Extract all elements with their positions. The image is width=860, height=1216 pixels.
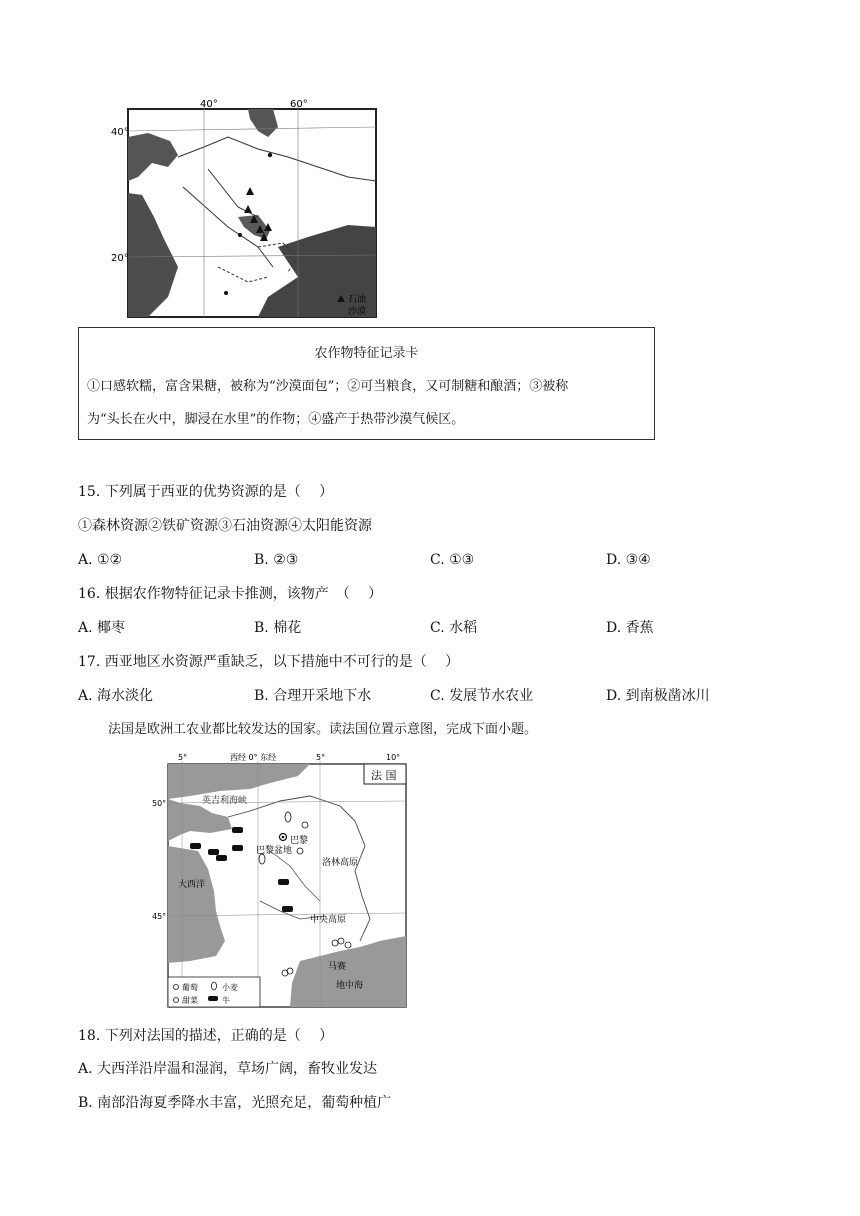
- lon-60-label: 60°: [290, 99, 308, 110]
- q17-option-a[interactable]: A. 海水淡化: [78, 688, 154, 704]
- q18-option-b[interactable]: B. 南部沿海夏季降水丰富，光照充足，葡萄种植广: [78, 1095, 392, 1111]
- france-title: 法 国: [371, 769, 397, 782]
- legend-beet: 甜菜: [182, 996, 198, 1005]
- q16-option-d[interactable]: D. 香蕉: [606, 620, 654, 636]
- lat-50-label: 50°: [152, 799, 167, 808]
- basin-label: 巴黎盆地: [256, 846, 293, 856]
- top-10-label: 10°: [386, 753, 401, 762]
- card-line-1: ①口感软糯，富含果糖，被称为“沙漠面包”；②可当粮食，又可制糖和酿酒；③被称: [87, 379, 569, 394]
- card-title: 农作物特征记录卡: [314, 346, 419, 361]
- q15-stem: 15. 下列属于西亚的优势资源的是（ ）: [78, 484, 334, 500]
- lat-40-label: 40°: [111, 127, 129, 138]
- q17-option-d[interactable]: D. 到南极凿冰川: [606, 688, 710, 704]
- q15-option-c[interactable]: C. ①③: [430, 552, 475, 568]
- legend-grape: 葡萄: [182, 983, 198, 992]
- q18-option-a[interactable]: A. 大西洋沿岸温和湿润，草场广阔，畜牧业发达: [78, 1061, 378, 1077]
- west-asia-map: [108, 97, 383, 322]
- q16-option-c[interactable]: C. 水稻: [430, 620, 478, 636]
- q16-option-a[interactable]: A. 椰枣: [78, 620, 126, 636]
- q16-option-b[interactable]: B. 棉花: [254, 620, 302, 636]
- lat-45-label: 45°: [152, 912, 167, 921]
- top-center-label: 西经 0° 东经: [230, 753, 277, 762]
- q15-option-b[interactable]: B. ②③: [254, 552, 299, 568]
- q16-stem: 16. 根据农作物特征记录卡推测，该物产 （ ）: [78, 586, 383, 602]
- q18-stem: 18. 下列对法国的描述，正确的是（ ）: [78, 1028, 334, 1044]
- central-label: 中央高原: [310, 915, 347, 925]
- q15-option-d[interactable]: D. ③④: [606, 552, 651, 568]
- q17-option-c[interactable]: C. 发展节水农业: [430, 688, 534, 704]
- q15-option-a[interactable]: A. ①②: [78, 552, 123, 568]
- lorraine-label: 洛林高原: [322, 858, 359, 868]
- q15-sub: ①森林资源②铁矿资源③石油资源④太阳能资源: [78, 518, 372, 534]
- atlantic-label: 大西洋: [178, 880, 206, 890]
- france-intro: 法国是欧洲工农业都比较发达的国家。读法国位置示意图，完成下面小题。: [108, 722, 538, 737]
- q17-option-b[interactable]: B. 合理开采地下水: [254, 688, 372, 704]
- channel-label: 英吉利海峡: [202, 796, 248, 806]
- legend-oil: 石油: [348, 295, 367, 305]
- legend-cattle: 牛: [222, 996, 230, 1005]
- france-map: [150, 751, 412, 1011]
- lat-20-label: 20°: [111, 253, 129, 264]
- marseille-label: 马赛: [328, 962, 347, 972]
- q17-stem: 17. 西亚地区水资源严重缺乏，以下措施中不可行的是（ ）: [78, 654, 460, 670]
- paris-label: 巴黎: [290, 836, 309, 846]
- top-5w-label: 5°: [178, 753, 188, 762]
- crop-record-card: [78, 327, 655, 440]
- legend-desert: 沙漠: [348, 307, 367, 317]
- lon-40-label: 40°: [200, 99, 218, 110]
- med-label: 地中海: [336, 981, 364, 991]
- card-line-2: 为“头长在火中，脚浸在水里”的作物；④盛产于热带沙漠气候区。: [87, 412, 465, 427]
- top-5e-label: 5°: [316, 753, 326, 762]
- legend-wheat: 小麦: [222, 983, 238, 992]
